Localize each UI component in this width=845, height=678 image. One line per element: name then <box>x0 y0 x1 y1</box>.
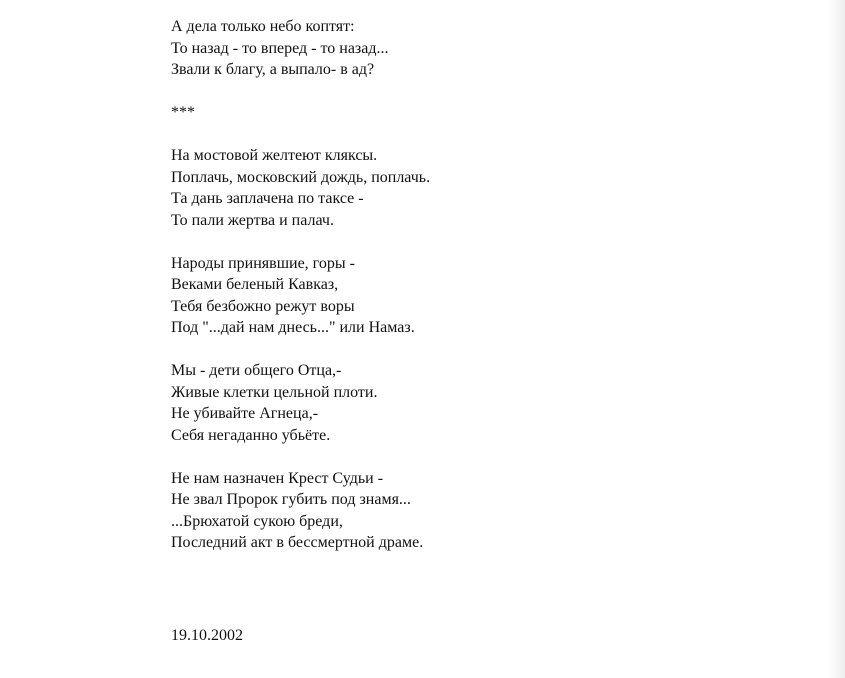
poem-line: Веками беленый Кавказ, <box>171 276 339 293</box>
stanza-gap <box>171 231 591 253</box>
stanza-gap <box>171 339 591 361</box>
poem-line: Не звал Пророк губить под знамя... <box>171 491 411 508</box>
stanza-gap <box>171 124 591 146</box>
scan-edge-shadow <box>827 0 845 678</box>
poem-line: Под "...дай нам днесь..." или Намаз. <box>171 319 415 336</box>
poem-line: А дела только небо коптят: <box>171 18 355 35</box>
poem-line: Та дань заплачена по таксе - <box>171 190 364 207</box>
stanza-gap <box>171 81 591 103</box>
poem-line: Не убивайте Агнеца,- <box>171 405 319 422</box>
section-separator: *** <box>171 104 195 121</box>
poem-line: Мы - дети общего Отца,- <box>171 362 342 379</box>
poem-line: Себя негаданно убьёте. <box>171 426 331 444</box>
poem-line: Живые клетки цельной плоти. <box>171 383 378 401</box>
poem-line: Не нам назначен Крест Судьи - <box>171 469 384 487</box>
poem-line: То назад - то вперед - то назад... <box>171 39 389 57</box>
poem-text <box>171 16 591 554</box>
poem-line: На мостовой желтеют кляксы. <box>171 147 378 164</box>
poem-line: Народы принявшие, горы - <box>171 254 355 272</box>
poem-line: Поплачь, московский дождь, поплачь. <box>171 168 431 186</box>
poem-line: ...Брюхатой сукою бреди, <box>171 512 343 530</box>
poem-line: Тебя безбожно режут воры <box>171 297 355 315</box>
poem-line: Звали к благу, а выпало- в ад? <box>171 61 375 78</box>
stanza-gap <box>171 446 591 468</box>
poem-line: Последний акт в бессмертной драме. <box>171 534 424 551</box>
date-signature: 19.10.2002 <box>171 627 243 644</box>
poem-line: То пали жертва и палач. <box>171 211 334 229</box>
